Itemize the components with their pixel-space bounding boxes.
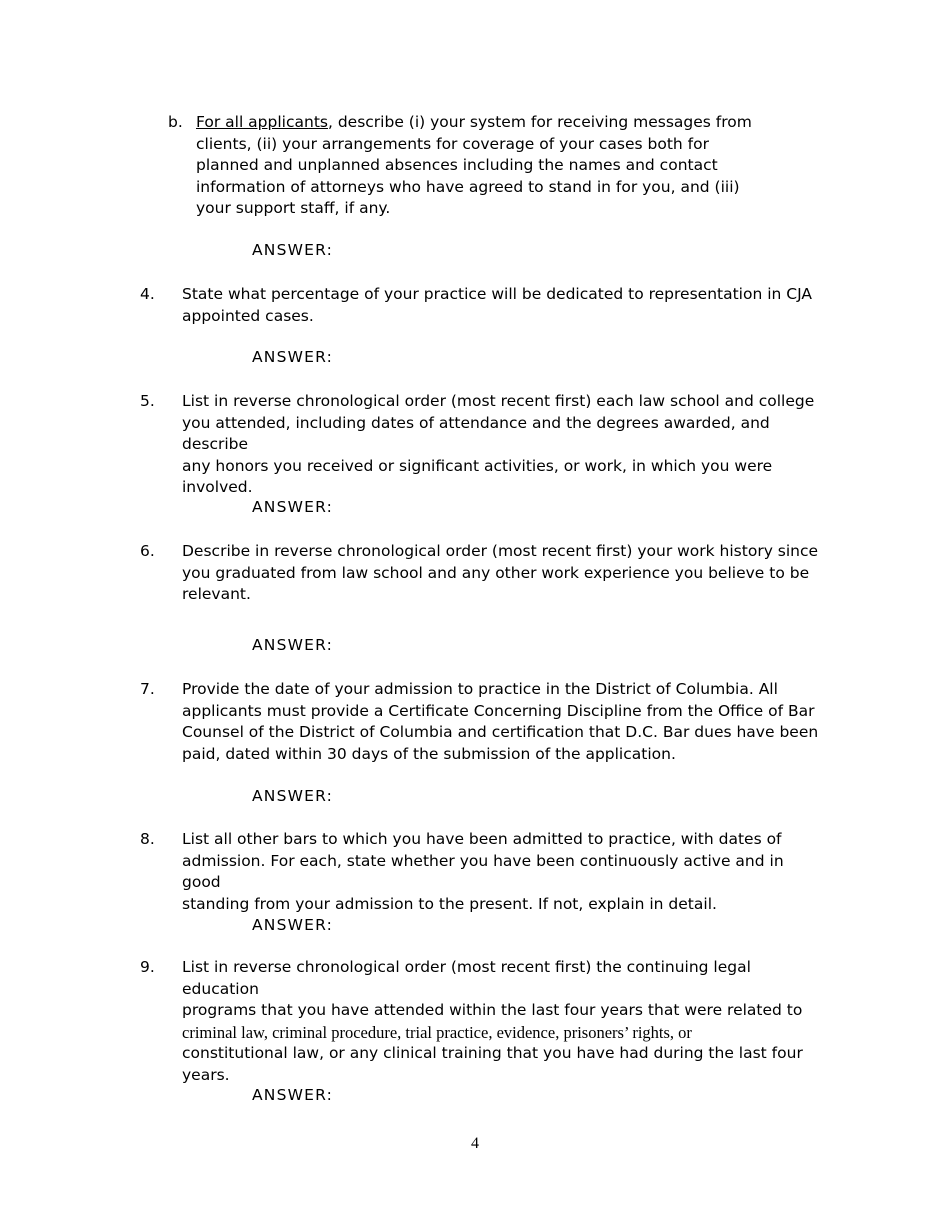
- question-text: State what percentage of your practice will be dedicated to representation in CJA appointed cases.: [182, 285, 812, 325]
- question-number: 7.: [140, 680, 155, 698]
- question-8: [0, 829, 950, 913]
- item-b-line: clients, (ii) your arrangements for coverage of your cases both for: [196, 134, 709, 153]
- question-text: Describe in reverse chronological order (most recent first) your work history since you graduated from law school and any other work experience you believe to be relevant.: [182, 542, 819, 604]
- item-b-text: [196, 112, 796, 220]
- question-5: [0, 391, 950, 497]
- item-b-underlined: For all applicants: [196, 113, 328, 131]
- answer-label: ANSWER:: [252, 636, 334, 654]
- item-b-line: information of attorneys who have agreed to stand in for you, and (iii): [196, 177, 740, 196]
- answer-label: ANSWER:: [252, 241, 334, 259]
- answer-label: ANSWER:: [252, 916, 334, 934]
- answer-label: ANSWER:: [252, 348, 334, 366]
- question-text: List all other bars to which you have been admitted to practice, with dates of admission. For each, state whether you have been continuously active and in good standing from your admission to the present. If not, explain in detail.: [182, 830, 784, 913]
- question-number: 5.: [140, 392, 155, 410]
- item-b-label: b.: [168, 113, 183, 131]
- answer-label: ANSWER:: [252, 1086, 334, 1104]
- question-number: 9.: [140, 958, 155, 976]
- question-4: [0, 284, 950, 328]
- question-text: List in reverse chronological order (most recent first) the continuing legal education programs that you have attended within the last four years that were related to criminal law, criminal procedure, trial practice, evidence, prisoners’ rights, or constitutional law, or any clinical training that you have had during the last four years.: [182, 958, 803, 1084]
- question-number: 4.: [140, 285, 155, 303]
- answer-label: ANSWER:: [252, 787, 334, 805]
- question-9: [0, 957, 950, 1084]
- item-b-line: For all applicants, describe (i) your system for receiving messages from: [196, 113, 752, 131]
- question-text: List in reverse chronological order (most recent first) each law school and college you attended, including dates of attendance and the degrees awarded, and describe any honors you received or significant activities, or work, in which you were involved.: [182, 392, 815, 497]
- item-b: [0, 112, 950, 222]
- question-number: 6.: [140, 542, 155, 560]
- item-b-line: planned and unplanned absences including the names and contact: [196, 156, 718, 175]
- question-text: Provide the date of your admission to practice in the District of Columbia. All applicants must provide a Certificate Concerning Discipline from the Office of Bar Counsel of the District of Columbia and certification that D.C. Bar dues have been paid, dated within 30 days of the submission of the application.: [182, 680, 819, 763]
- answer-label: ANSWER:: [252, 498, 334, 516]
- question-number: 8.: [140, 830, 155, 848]
- question-6: [0, 541, 950, 607]
- page-number: 4: [471, 1135, 479, 1152]
- item-b-line: your support staff, if any.: [196, 199, 391, 218]
- question-7: [0, 679, 950, 767]
